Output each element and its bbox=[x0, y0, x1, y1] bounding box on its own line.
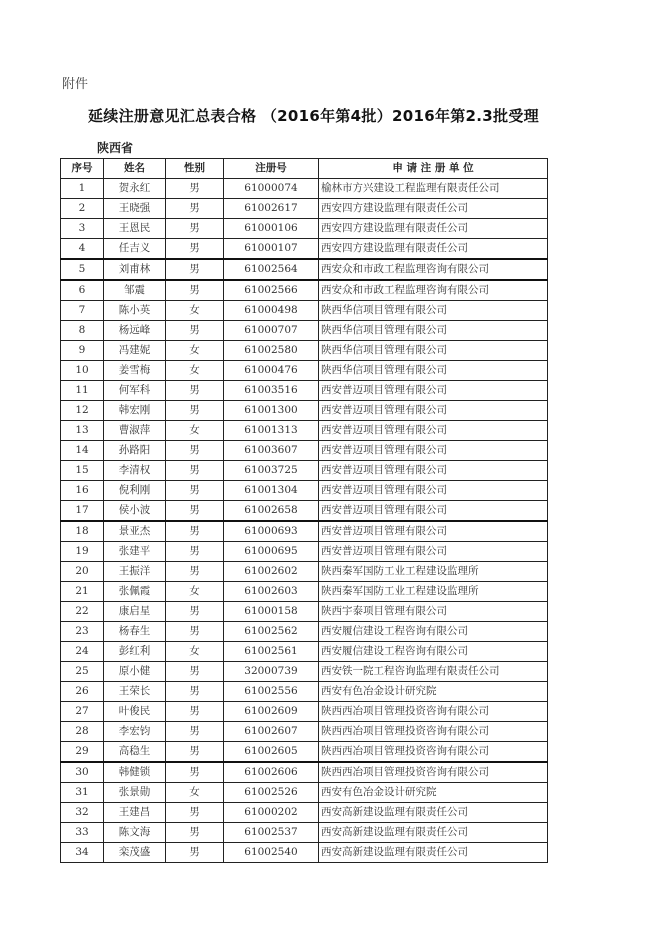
table-row bbox=[61, 803, 548, 823]
cell-company: 西安普迈项目管理有限公司 bbox=[319, 501, 548, 522]
table-row bbox=[61, 622, 548, 642]
cell-reg-no: 61003725 bbox=[224, 461, 319, 481]
table-row bbox=[61, 461, 548, 481]
cell-gender: 男 bbox=[166, 179, 224, 199]
cell-reg-no: 61002580 bbox=[224, 341, 319, 361]
cell-reg-no: 61000476 bbox=[224, 361, 319, 381]
table-row bbox=[61, 481, 548, 501]
table-row bbox=[61, 562, 548, 582]
cell-gender: 男 bbox=[166, 259, 224, 280]
cell-gender: 男 bbox=[166, 521, 224, 542]
cell-gender: 男 bbox=[166, 742, 224, 763]
table-row bbox=[61, 321, 548, 341]
cell-index: 7 bbox=[61, 301, 104, 321]
cell-name: 彭红利 bbox=[104, 642, 166, 662]
cell-index: 20 bbox=[61, 562, 104, 582]
cell-gender: 男 bbox=[166, 662, 224, 682]
cell-company: 西安四方建设监理有限责任公司 bbox=[319, 199, 548, 219]
cell-company: 西安众和市政工程监理咨询有限公司 bbox=[319, 259, 548, 280]
table-row bbox=[61, 501, 548, 522]
cell-index: 8 bbox=[61, 321, 104, 341]
cell-reg-no: 61003516 bbox=[224, 381, 319, 401]
cell-company: 陕西秦军国防工业工程建设监理所 bbox=[319, 562, 548, 582]
header-name: 姓名 bbox=[104, 159, 166, 179]
cell-gender: 男 bbox=[166, 441, 224, 461]
table-row bbox=[61, 421, 548, 441]
cell-index: 29 bbox=[61, 742, 104, 763]
cell-gender: 男 bbox=[166, 501, 224, 522]
cell-gender: 男 bbox=[166, 622, 224, 642]
cell-name: 侯小波 bbox=[104, 501, 166, 522]
cell-gender: 男 bbox=[166, 843, 224, 863]
table-row bbox=[61, 542, 548, 562]
cell-gender: 女 bbox=[166, 341, 224, 361]
cell-reg-no: 61000202 bbox=[224, 803, 319, 823]
cell-company: 西安普迈项目管理有限公司 bbox=[319, 401, 548, 421]
registration-table bbox=[60, 158, 548, 863]
cell-company: 西安普迈项目管理有限公司 bbox=[319, 542, 548, 562]
cell-name: 邹震 bbox=[104, 280, 166, 301]
cell-index: 23 bbox=[61, 622, 104, 642]
cell-gender: 男 bbox=[166, 321, 224, 341]
cell-name: 冯建妮 bbox=[104, 341, 166, 361]
header-gender: 性别 bbox=[166, 159, 224, 179]
cell-reg-no: 61002603 bbox=[224, 582, 319, 602]
cell-gender: 男 bbox=[166, 602, 224, 622]
cell-company: 西安普迈项目管理有限公司 bbox=[319, 441, 548, 461]
table-row bbox=[61, 280, 548, 301]
cell-name: 王恩民 bbox=[104, 219, 166, 239]
cell-gender: 男 bbox=[166, 702, 224, 722]
cell-index: 9 bbox=[61, 341, 104, 361]
cell-reg-no: 61002556 bbox=[224, 682, 319, 702]
cell-gender: 男 bbox=[166, 401, 224, 421]
cell-reg-no: 61000107 bbox=[224, 239, 319, 260]
table-row bbox=[61, 381, 548, 401]
cell-name: 王晓强 bbox=[104, 199, 166, 219]
cell-name: 贺永红 bbox=[104, 179, 166, 199]
header-index: 序号 bbox=[61, 159, 104, 179]
cell-name: 张景勋 bbox=[104, 783, 166, 803]
cell-index: 1 bbox=[61, 179, 104, 199]
cell-name: 高稳生 bbox=[104, 742, 166, 763]
cell-index: 17 bbox=[61, 501, 104, 522]
cell-name: 原小健 bbox=[104, 662, 166, 682]
cell-reg-no: 61000106 bbox=[224, 219, 319, 239]
cell-reg-no: 61001300 bbox=[224, 401, 319, 421]
cell-name: 刘甫林 bbox=[104, 259, 166, 280]
cell-index: 13 bbox=[61, 421, 104, 441]
cell-name: 倪利刚 bbox=[104, 481, 166, 501]
cell-index: 24 bbox=[61, 642, 104, 662]
cell-gender: 女 bbox=[166, 421, 224, 441]
table-row bbox=[61, 722, 548, 742]
cell-index: 3 bbox=[61, 219, 104, 239]
cell-name: 任吉义 bbox=[104, 239, 166, 260]
cell-company: 陕西宇泰项目管理有限公司 bbox=[319, 602, 548, 622]
cell-index: 18 bbox=[61, 521, 104, 542]
cell-name: 曹淑萍 bbox=[104, 421, 166, 441]
cell-name: 张建平 bbox=[104, 542, 166, 562]
table-row bbox=[61, 742, 548, 763]
cell-reg-no: 61000693 bbox=[224, 521, 319, 542]
cell-index: 10 bbox=[61, 361, 104, 381]
table-header-row bbox=[61, 159, 548, 179]
cell-company: 西安铁一院工程咨询监理有限责任公司 bbox=[319, 662, 548, 682]
cell-name: 王振洋 bbox=[104, 562, 166, 582]
cell-company: 西安普迈项目管理有限公司 bbox=[319, 521, 548, 542]
cell-index: 27 bbox=[61, 702, 104, 722]
table-row bbox=[61, 702, 548, 722]
table-row bbox=[61, 259, 548, 280]
table-row bbox=[61, 199, 548, 219]
cell-company: 陕西华信项目管理有限公司 bbox=[319, 361, 548, 381]
cell-company: 陕西华信项目管理有限公司 bbox=[319, 321, 548, 341]
cell-gender: 男 bbox=[166, 803, 224, 823]
cell-index: 31 bbox=[61, 783, 104, 803]
cell-reg-no: 61002605 bbox=[224, 742, 319, 763]
cell-company: 西安四方建设监理有限责任公司 bbox=[319, 239, 548, 260]
cell-reg-no: 61002537 bbox=[224, 823, 319, 843]
cell-index: 15 bbox=[61, 461, 104, 481]
cell-company: 西安普迈项目管理有限公司 bbox=[319, 381, 548, 401]
cell-name: 王建昌 bbox=[104, 803, 166, 823]
table-row bbox=[61, 521, 548, 542]
cell-gender: 男 bbox=[166, 280, 224, 301]
cell-name: 康启星 bbox=[104, 602, 166, 622]
cell-index: 5 bbox=[61, 259, 104, 280]
cell-index: 30 bbox=[61, 762, 104, 783]
cell-gender: 男 bbox=[166, 722, 224, 742]
cell-company: 西安普迈项目管理有限公司 bbox=[319, 421, 548, 441]
cell-gender: 男 bbox=[166, 381, 224, 401]
header-company: 申 请 注 册 单 位 bbox=[319, 159, 548, 179]
table-row bbox=[61, 843, 548, 863]
table-row bbox=[61, 179, 548, 199]
cell-gender: 男 bbox=[166, 823, 224, 843]
cell-index: 22 bbox=[61, 602, 104, 622]
cell-reg-no: 61000158 bbox=[224, 602, 319, 622]
cell-index: 26 bbox=[61, 682, 104, 702]
cell-company: 西安有色冶金设计研究院 bbox=[319, 682, 548, 702]
cell-reg-no: 61002561 bbox=[224, 642, 319, 662]
cell-index: 6 bbox=[61, 280, 104, 301]
cell-gender: 男 bbox=[166, 481, 224, 501]
cell-reg-no: 61001304 bbox=[224, 481, 319, 501]
cell-company: 西安普迈项目管理有限公司 bbox=[319, 461, 548, 481]
table-row bbox=[61, 361, 548, 381]
cell-index: 32 bbox=[61, 803, 104, 823]
cell-company: 西安履信建设工程咨询有限公司 bbox=[319, 622, 548, 642]
cell-index: 12 bbox=[61, 401, 104, 421]
cell-gender: 女 bbox=[166, 642, 224, 662]
cell-name: 何军科 bbox=[104, 381, 166, 401]
cell-company: 西安众和市政工程监理咨询有限公司 bbox=[319, 280, 548, 301]
table-row bbox=[61, 401, 548, 421]
cell-company: 西安高新建设监理有限责任公司 bbox=[319, 843, 548, 863]
table-row bbox=[61, 783, 548, 803]
cell-reg-no: 61002564 bbox=[224, 259, 319, 280]
cell-company: 陕西西冶项目管理投资咨询有限公司 bbox=[319, 762, 548, 783]
cell-company: 西安高新建设监理有限责任公司 bbox=[319, 803, 548, 823]
cell-reg-no: 61002607 bbox=[224, 722, 319, 742]
cell-gender: 男 bbox=[166, 239, 224, 260]
table-row bbox=[61, 239, 548, 260]
cell-name: 陈小英 bbox=[104, 301, 166, 321]
cell-reg-no: 61000695 bbox=[224, 542, 319, 562]
cell-index: 21 bbox=[61, 582, 104, 602]
cell-name: 陈文海 bbox=[104, 823, 166, 843]
cell-index: 28 bbox=[61, 722, 104, 742]
cell-gender: 男 bbox=[166, 461, 224, 481]
cell-gender: 男 bbox=[166, 199, 224, 219]
cell-reg-no: 61000707 bbox=[224, 321, 319, 341]
cell-index: 4 bbox=[61, 239, 104, 260]
cell-reg-no: 61002526 bbox=[224, 783, 319, 803]
cell-company: 陕西西冶项目管理投资咨询有限公司 bbox=[319, 742, 548, 763]
cell-reg-no: 61000498 bbox=[224, 301, 319, 321]
cell-index: 14 bbox=[61, 441, 104, 461]
table-row bbox=[61, 642, 548, 662]
cell-gender: 女 bbox=[166, 783, 224, 803]
cell-name: 栾茂盛 bbox=[104, 843, 166, 863]
cell-gender: 女 bbox=[166, 301, 224, 321]
cell-name: 王荣长 bbox=[104, 682, 166, 702]
cell-gender: 男 bbox=[166, 219, 224, 239]
table-row bbox=[61, 762, 548, 783]
document-title: 延续注册意见汇总表合格 （2016年第4批）2016年第2.3批受理 bbox=[88, 107, 539, 125]
cell-name: 姜雪梅 bbox=[104, 361, 166, 381]
province-label: 陕西省 bbox=[97, 141, 134, 155]
cell-reg-no: 61002609 bbox=[224, 702, 319, 722]
table-row bbox=[61, 301, 548, 321]
cell-reg-no: 61000074 bbox=[224, 179, 319, 199]
table-row bbox=[61, 219, 548, 239]
cell-index: 33 bbox=[61, 823, 104, 843]
cell-name: 韩健锁 bbox=[104, 762, 166, 783]
cell-index: 11 bbox=[61, 381, 104, 401]
cell-name: 杨远峰 bbox=[104, 321, 166, 341]
cell-index: 34 bbox=[61, 843, 104, 863]
cell-name: 叶俊民 bbox=[104, 702, 166, 722]
cell-name: 韩宏刚 bbox=[104, 401, 166, 421]
table-row bbox=[61, 441, 548, 461]
table-body bbox=[61, 179, 548, 863]
cell-gender: 男 bbox=[166, 762, 224, 783]
cell-company: 西安四方建设监理有限责任公司 bbox=[319, 219, 548, 239]
cell-index: 19 bbox=[61, 542, 104, 562]
cell-reg-no: 32000739 bbox=[224, 662, 319, 682]
cell-gender: 女 bbox=[166, 582, 224, 602]
cell-name: 杨春生 bbox=[104, 622, 166, 642]
cell-company: 陕西华信项目管理有限公司 bbox=[319, 301, 548, 321]
cell-reg-no: 61002617 bbox=[224, 199, 319, 219]
cell-gender: 男 bbox=[166, 542, 224, 562]
cell-company: 榆林市方兴建设工程监理有限责任公司 bbox=[319, 179, 548, 199]
cell-name: 孙路阳 bbox=[104, 441, 166, 461]
cell-index: 2 bbox=[61, 199, 104, 219]
cell-reg-no: 61002606 bbox=[224, 762, 319, 783]
cell-reg-no: 61002566 bbox=[224, 280, 319, 301]
table-row bbox=[61, 602, 548, 622]
cell-reg-no: 61003607 bbox=[224, 441, 319, 461]
cell-name: 张佩霞 bbox=[104, 582, 166, 602]
table-row bbox=[61, 341, 548, 361]
cell-company: 陕西华信项目管理有限公司 bbox=[319, 341, 548, 361]
cell-name: 景亚杰 bbox=[104, 521, 166, 542]
cell-index: 16 bbox=[61, 481, 104, 501]
cell-gender: 女 bbox=[166, 361, 224, 381]
cell-name: 李清权 bbox=[104, 461, 166, 481]
table-row bbox=[61, 682, 548, 702]
cell-company: 西安履信建设工程咨询有限公司 bbox=[319, 642, 548, 662]
cell-reg-no: 61002562 bbox=[224, 622, 319, 642]
table-row bbox=[61, 582, 548, 602]
cell-reg-no: 61002602 bbox=[224, 562, 319, 582]
cell-reg-no: 61001313 bbox=[224, 421, 319, 441]
cell-name: 李宏钧 bbox=[104, 722, 166, 742]
cell-company: 陕西西冶项目管理投资咨询有限公司 bbox=[319, 722, 548, 742]
cell-company: 西安普迈项目管理有限公司 bbox=[319, 481, 548, 501]
cell-company: 陕西西冶项目管理投资咨询有限公司 bbox=[319, 702, 548, 722]
cell-reg-no: 61002658 bbox=[224, 501, 319, 522]
table-row bbox=[61, 662, 548, 682]
cell-gender: 男 bbox=[166, 562, 224, 582]
cell-company: 西安有色冶金设计研究院 bbox=[319, 783, 548, 803]
header-reg-no: 注册号 bbox=[224, 159, 319, 179]
cell-reg-no: 61002540 bbox=[224, 843, 319, 863]
table-row bbox=[61, 823, 548, 843]
cell-company: 西安高新建设监理有限责任公司 bbox=[319, 823, 548, 843]
cell-company: 陕西秦军国防工业工程建设监理所 bbox=[319, 582, 548, 602]
attachment-label: 附件 bbox=[62, 77, 89, 92]
cell-gender: 男 bbox=[166, 682, 224, 702]
cell-index: 25 bbox=[61, 662, 104, 682]
